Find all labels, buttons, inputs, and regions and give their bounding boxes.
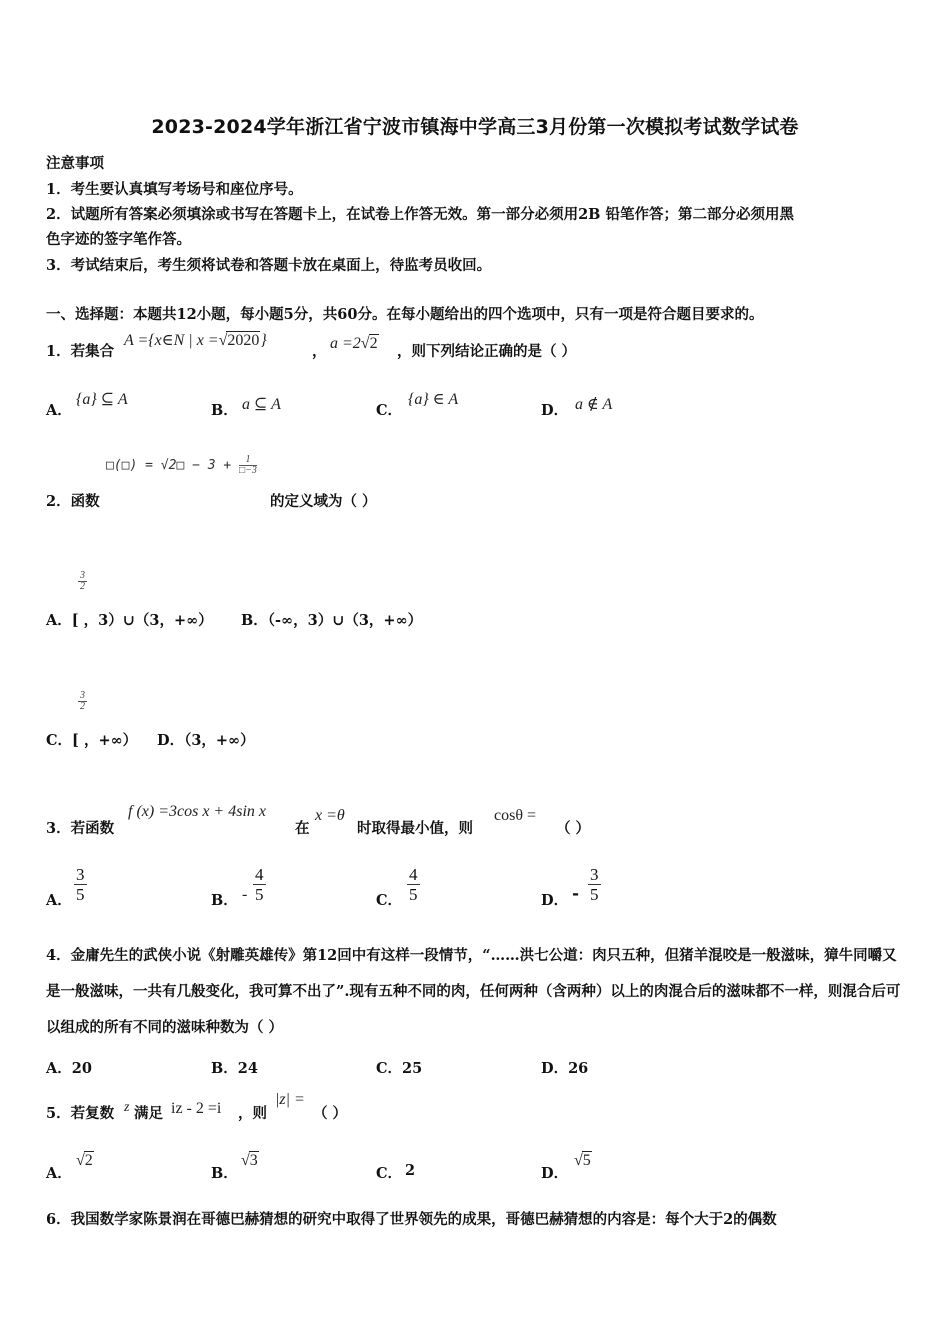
q1-root: 2020: [227, 332, 260, 349]
q5-eq: iz - 2 =i: [171, 1100, 222, 1117]
q3-opt-c-label[interactable]: C．: [376, 892, 403, 909]
q4-text: 4．金庸先生的武侠小说《射雕英雄传》第12回中有这样一段情节，“……洪七公道：肉只五种，但猪羊混咬是一般滋味，獐牛同嚼又是一般滋味，一共有几般变化，我可算不出了”.现有五种不同的肉，任何两种（含两种）以上的肉混合后的滋味都不一样，则混合后可以组成的所有不同的滋味种数为（ ）: [46, 947, 901, 1036]
q5-opt-a-root: 2: [84, 1152, 93, 1169]
q3-suffix: （ ）: [556, 820, 591, 837]
q3-opt-d-label[interactable]: D．: [541, 892, 569, 909]
q1-a-eq: [330, 334, 379, 353]
sqrt-icon: √: [218, 332, 228, 349]
q5-opt-d-root: 5: [582, 1152, 591, 1169]
q5-abs: |z| =: [275, 1091, 305, 1108]
q1-set-expr: A ={x∈N | x =: [124, 332, 219, 349]
q3-prefix: 3．若函数: [46, 820, 115, 837]
q3-opt-d-sign: -: [572, 884, 580, 904]
q2-prefix: 2．函数: [46, 493, 100, 510]
q5-opt-a[interactable]: [76, 1151, 94, 1170]
q5-opt-d[interactable]: [574, 1151, 592, 1170]
q5-opt-b-label[interactable]: B．: [211, 1165, 238, 1182]
q5-suffix: （ ）: [313, 1105, 348, 1122]
q6-text: 6．我国数学家陈景润在哥德巴赫猜想的研究中取得了世界领先的成果，哥德巴赫猜想的内容是：每个大于2的偶数: [46, 1211, 777, 1228]
q5-opt-c-label[interactable]: C．: [376, 1165, 403, 1182]
q1-close: }: [260, 332, 267, 349]
q1-opt-c-label[interactable]: C．: [376, 402, 403, 419]
q2-formula-expr: □(□) = √2□ − 3 +: [106, 458, 240, 473]
q1-prefix: 1．若集合: [46, 343, 115, 360]
q2-opt-d[interactable]: D．（3，+∞）: [157, 732, 255, 749]
q1-set: [124, 330, 267, 350]
q1-comma: ，: [312, 343, 327, 360]
q3-cos: cosθ =: [494, 807, 537, 824]
page-title: 2023-2024学年浙江省宁波市镇海中学高三3月份第一次模拟考试数学试卷: [151, 116, 799, 138]
q3-opt-b-frac[interactable]: [253, 865, 266, 904]
q2-suffix: 的定义域为（ ）: [270, 493, 377, 510]
q1-opt-b-label[interactable]: B．: [211, 402, 238, 419]
q3-opt-b-num: 4: [255, 865, 264, 884]
q5-z: z: [124, 1100, 130, 1115]
q3-opt-b-sign: -: [242, 886, 248, 903]
q1-opt-b[interactable]: a ⊆ A: [242, 396, 281, 413]
q1-opt-a-label[interactable]: A．: [46, 402, 72, 419]
sqrt-icon: √: [360, 335, 370, 352]
q4-opt-a[interactable]: A．20: [46, 1060, 92, 1077]
q1-opt-c[interactable]: {a} ∈ A: [408, 391, 459, 408]
q1-suffix: ，则下列结论正确的是（ ）: [397, 343, 577, 360]
q3-opt-a-frac[interactable]: [74, 865, 87, 904]
q3-opt-c-num: 4: [409, 865, 418, 884]
q2-opt-c[interactable]: C．[ ，+∞）: [46, 732, 138, 749]
q2-frac-a-den: 2: [80, 581, 85, 592]
q1-a-expr: a =2: [330, 335, 361, 352]
q2-opt-a[interactable]: A．[ ，3）∪（3，+∞）: [46, 612, 213, 629]
q5-opt-a-label[interactable]: A．: [46, 1165, 72, 1182]
q2-formula-num: 1: [239, 455, 257, 466]
q1-opt-d-label[interactable]: D．: [541, 402, 569, 419]
notice-item-3: 3．考试结束后，考生须将试卷和答题卡放在桌面上，待监考员收回。: [46, 257, 492, 274]
q5-mid2: ，则: [238, 1105, 267, 1122]
q2-frac-c: [78, 691, 87, 712]
q4-opt-c[interactable]: C．25: [376, 1060, 423, 1077]
sqrt-icon: √: [574, 1152, 583, 1169]
section-heading: 一、选择题：本题共12小题，每小题5分，共60分。在每小题给出的四个选项中，只有一项是符合题目要求的。: [46, 306, 764, 323]
q3-opt-d-den: 5: [590, 885, 599, 904]
q3-opt-c-frac[interactable]: [407, 865, 420, 904]
notice-item-2: 2．试题所有答案必须填涂或书写在答题卡上，在试卷上作答无效。第一部分必须用2B 铅笔作答；第二部分必须用黑: [46, 206, 794, 223]
q2-frac-c-den: 2: [80, 701, 85, 712]
q2-frac-a: [78, 571, 87, 592]
q3-opt-d-frac[interactable]: [588, 865, 601, 904]
q4-opt-b[interactable]: B．24: [211, 1060, 258, 1077]
notice-item-2-cont: 色字迹的签字笔作答。: [46, 231, 191, 248]
q5-opt-c[interactable]: 2: [405, 1162, 416, 1179]
q3-opt-a-label[interactable]: A．: [46, 892, 72, 909]
q5-opt-b[interactable]: [241, 1151, 259, 1170]
q3-mid2: 时取得最小值，则: [357, 820, 473, 837]
q5-opt-d-label[interactable]: D．: [541, 1165, 569, 1182]
q3-mid: 在: [295, 820, 310, 837]
q2-formula-frac: [239, 455, 257, 476]
q3-cond: x =θ: [315, 807, 345, 824]
notice-heading: 注意事项: [46, 155, 104, 172]
q1-a-root: 2: [369, 335, 378, 352]
q3-opt-c-den: 5: [409, 885, 418, 904]
q2-frac-c-num: 3: [80, 690, 85, 701]
q3-opt-d-num: 3: [590, 865, 599, 884]
q2-frac-a-num: 3: [80, 570, 85, 581]
q3-opt-a-den: 5: [76, 885, 85, 904]
q4-opt-d[interactable]: D．26: [541, 1060, 589, 1077]
q5-prefix: 5．若复数: [46, 1105, 115, 1122]
sqrt-icon: √: [76, 1152, 85, 1169]
q3-func: f (x) =3cos x + 4sin x: [128, 803, 266, 820]
q3-opt-b-label[interactable]: B．: [211, 892, 238, 909]
q1-opt-d[interactable]: a ∉ A: [575, 396, 613, 413]
q2-formula-den: □−3: [239, 465, 257, 476]
q3-opt-a-num: 3: [76, 865, 85, 884]
q5-opt-b-root: 3: [249, 1152, 258, 1169]
q2-opt-b[interactable]: B．（-∞，3）∪（3，+∞）: [241, 612, 423, 629]
q5-mid: 满足: [134, 1105, 163, 1122]
q3-opt-b-den: 5: [255, 885, 264, 904]
q2-formula: [106, 455, 257, 476]
sqrt-icon: √: [241, 1152, 250, 1169]
q1-opt-a[interactable]: {a} ⊆ A: [76, 391, 128, 408]
notice-item-1: 1．考生要认真填写考场号和座位序号。: [46, 181, 303, 198]
